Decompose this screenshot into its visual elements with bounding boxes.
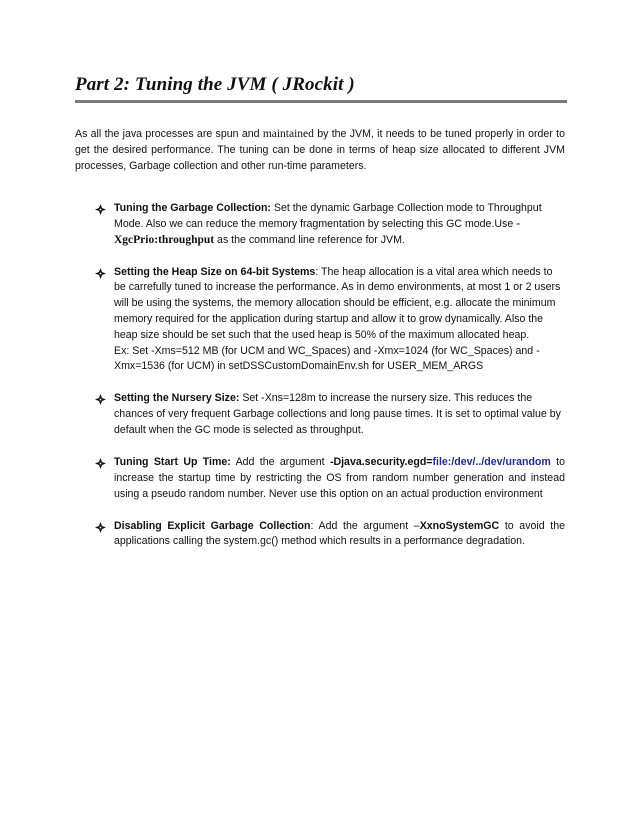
explicit-text-2: to avoid the applications calling the system.gc() method which results in a performance degradation. xyxy=(114,519,566,548)
diamond-bullet-icon xyxy=(95,522,106,533)
intro-paragraph xyxy=(75,127,565,174)
list-item-gc xyxy=(95,201,565,248)
list-item-explicit-gc xyxy=(95,519,565,551)
list-item-startup xyxy=(95,455,565,502)
explicit-label: Disabling Explicit Garbage Collection xyxy=(114,519,311,532)
heap-text-1: : The heap allocation is a vital area which needs to be carrefully tuned to increase the performance. As in demo environments, at most 1 or 2 users will be using the systems, the memory allocation should be efficient, e.g. allocate the minimum memory required for the application during startup and allow it to grow dynamically. Also the heap size should be set such that the used heap is 50% of the maximum allocated heap. xyxy=(114,265,561,341)
explicit-arg: XxnoSystemGC xyxy=(419,519,500,532)
startup-text-1: Add the argument xyxy=(230,455,330,468)
nursery-label: Setting the Nursery Size: xyxy=(114,392,240,405)
gc-label: Tuning the Garbage Collection: xyxy=(114,202,271,214)
startup-text-2: to increase the startup time by restricting the OS from random number generation and instead using a pseudo random number. Never use this option on an actual production environment xyxy=(114,455,565,500)
heap-example-2: Xmx=1536 (for UCM) in setDSSCustomDomainEnv.sh for USER_MEM_ARGS xyxy=(114,360,484,373)
heap-label: Setting the Heap Size on 64-bit Systems xyxy=(114,265,316,278)
intro-maintained: maintained xyxy=(262,128,314,140)
diamond-bullet-icon xyxy=(95,268,106,279)
startup-label: Tuning Start Up Time: xyxy=(114,455,231,468)
urandom-link[interactable]: file:/dev/../dev/urandom xyxy=(432,455,551,468)
diamond-bullet-icon xyxy=(95,204,106,215)
intro-text-1: As all the java processes are spun and xyxy=(75,128,263,140)
intro-text-2: by the JVM, it needs to be tuned properly in order to get the desired performance. The tuning can be done in terms of heap size allocated to different JVM processes, Garbage collection and other run-time parameters. xyxy=(75,128,565,172)
heap-example-1: Ex: Set -Xms=512 MB (for UCM and WC_Spaces) and -Xmx=1024 (for WC_Spaces) and - xyxy=(114,344,540,357)
nursery-text-1: Set -Xns=128m to increase the nursery size. This reduces the chances of very frequent Garbage collections and long pause times. It is set to optimal value by default when the GC mode is selected as throughput. xyxy=(114,392,561,436)
page-title: Part 2: Tuning the JVM ( JRockit ) xyxy=(75,74,567,103)
startup-arg: -Djava.security.egd= xyxy=(329,455,433,468)
tuning-list xyxy=(95,201,565,566)
gc-text-1: Set the dynamic Garbage Collection mode to Throughput Mode. Also we can reduce the memory fragmentation by selecting this GC mode.Use xyxy=(114,202,542,230)
diamond-bullet-icon xyxy=(95,394,106,405)
explicit-text-1: : Add the argument – xyxy=(310,519,420,532)
gc-text-2: as the command line reference for JVM. xyxy=(214,233,405,246)
list-item-heap xyxy=(95,265,565,376)
gc-flag: -XgcPrio:throughput xyxy=(114,217,521,246)
list-item-nursery xyxy=(95,391,565,438)
diamond-bullet-icon xyxy=(95,458,106,469)
